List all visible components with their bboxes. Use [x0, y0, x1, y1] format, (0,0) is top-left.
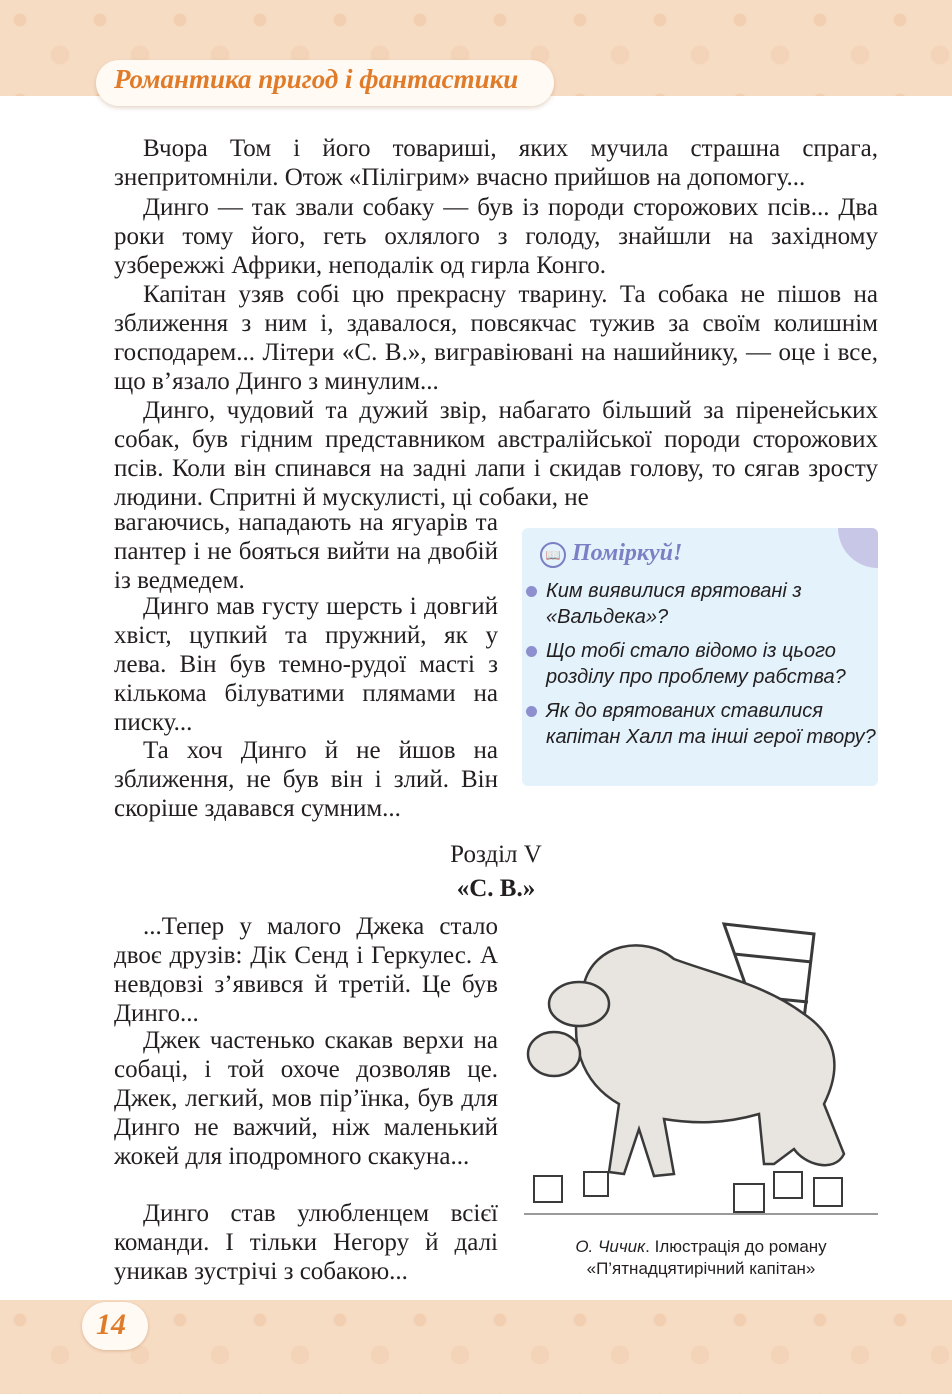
- question-2: Що тобі стало відомо із цього розділу про проблему рабства?: [534, 638, 876, 690]
- think-box-corner: [838, 528, 878, 568]
- paragraph-1: Вчора Том і його товариші, яких мучила страшна спрага, знепритомніли. Отож «Пілігрим» вчасно прийшов на допомогу...: [114, 135, 878, 191]
- paragraph-6: Динго мав густу шерсть і довгий хвіст, цупкий та пружний, як у лева. Він був темно-рудої масті з кількома білуватими плямами на писку...: [114, 593, 498, 736]
- think-box-title: 📖 Поміркуй!: [542, 540, 682, 567]
- paragraph-8: ...Тепер у малого Джека стало двоє друзів: Дік Сенд і Геркулес. А невдовзі з’явився й третій. Це був Динго...: [114, 913, 498, 1027]
- paragraph-9: Джек частенько скакав верхи на собаці, і той охоче дозволяв це. Джек, легкий, мов пір’їнка, був для Динго не важчий, ніж маленький жокей для іподромного скакуна...: [114, 1027, 498, 1170]
- caption-text: . Ілюстрація до роману «П’ятнадцятирічний капітан»: [586, 1237, 827, 1278]
- chapter-title: «С. В.»: [456, 875, 536, 902]
- section-title: Романтика пригод і фантастики: [114, 64, 519, 94]
- paragraph-10: Динго став улюбленцем всієї команди. І тільки Негору й далі уникав зустрічі з собакою...: [114, 1200, 498, 1285]
- paragraph-2: Динго — так звали собаку — був із породи сторожових псів... Два роки тому його, геть охлялого з голоду, знайшли на західному узбережжі Африки, неподалік од гирла Конго.: [114, 194, 878, 279]
- dog-illustration: [524, 914, 878, 1224]
- caption-author: О. Чичик: [575, 1237, 646, 1256]
- page-number: 14: [96, 1308, 126, 1341]
- paragraph-4: Динго, чудовий та дужий звір, набагато більший за піренейських собак, був гідним представником австралійської породи сторожових псів. Коли він спинався на задні лапи і скидав голову, то сягав зросту людини. Спритні й мускулисті, ці собаки, не: [114, 397, 878, 511]
- think-box: [522, 528, 878, 786]
- book-icon: 📖: [540, 542, 566, 568]
- paragraph-3: Капітан узяв собі цю прекрасну тварину. Та собака не пішов на зближення з ним і, здавалося, повсякчас тужив за своїм колишнім господарем... Літери «С. В.», вигравіювані на нашийнику, — оце і все, що в’язало Динго з минулим...: [114, 281, 878, 395]
- paragraph-5: вагаючись, нападають на ягуарів та пантер і не бояться вийти на двобій із ведмедем.: [114, 509, 498, 594]
- paragraph-7: Та хоч Динго й не йшов на зближення, не був він і злий. Він скоріше здавався сумним...: [114, 737, 498, 822]
- chapter-number: Розділ V: [450, 841, 542, 868]
- illustration-caption: [522, 1236, 880, 1280]
- question-3: Як до врятованих ставилися капітан Халл та інші герої твору?: [534, 698, 876, 750]
- question-1: Ким виявилися врятовані з «Вальдека»?: [534, 578, 876, 630]
